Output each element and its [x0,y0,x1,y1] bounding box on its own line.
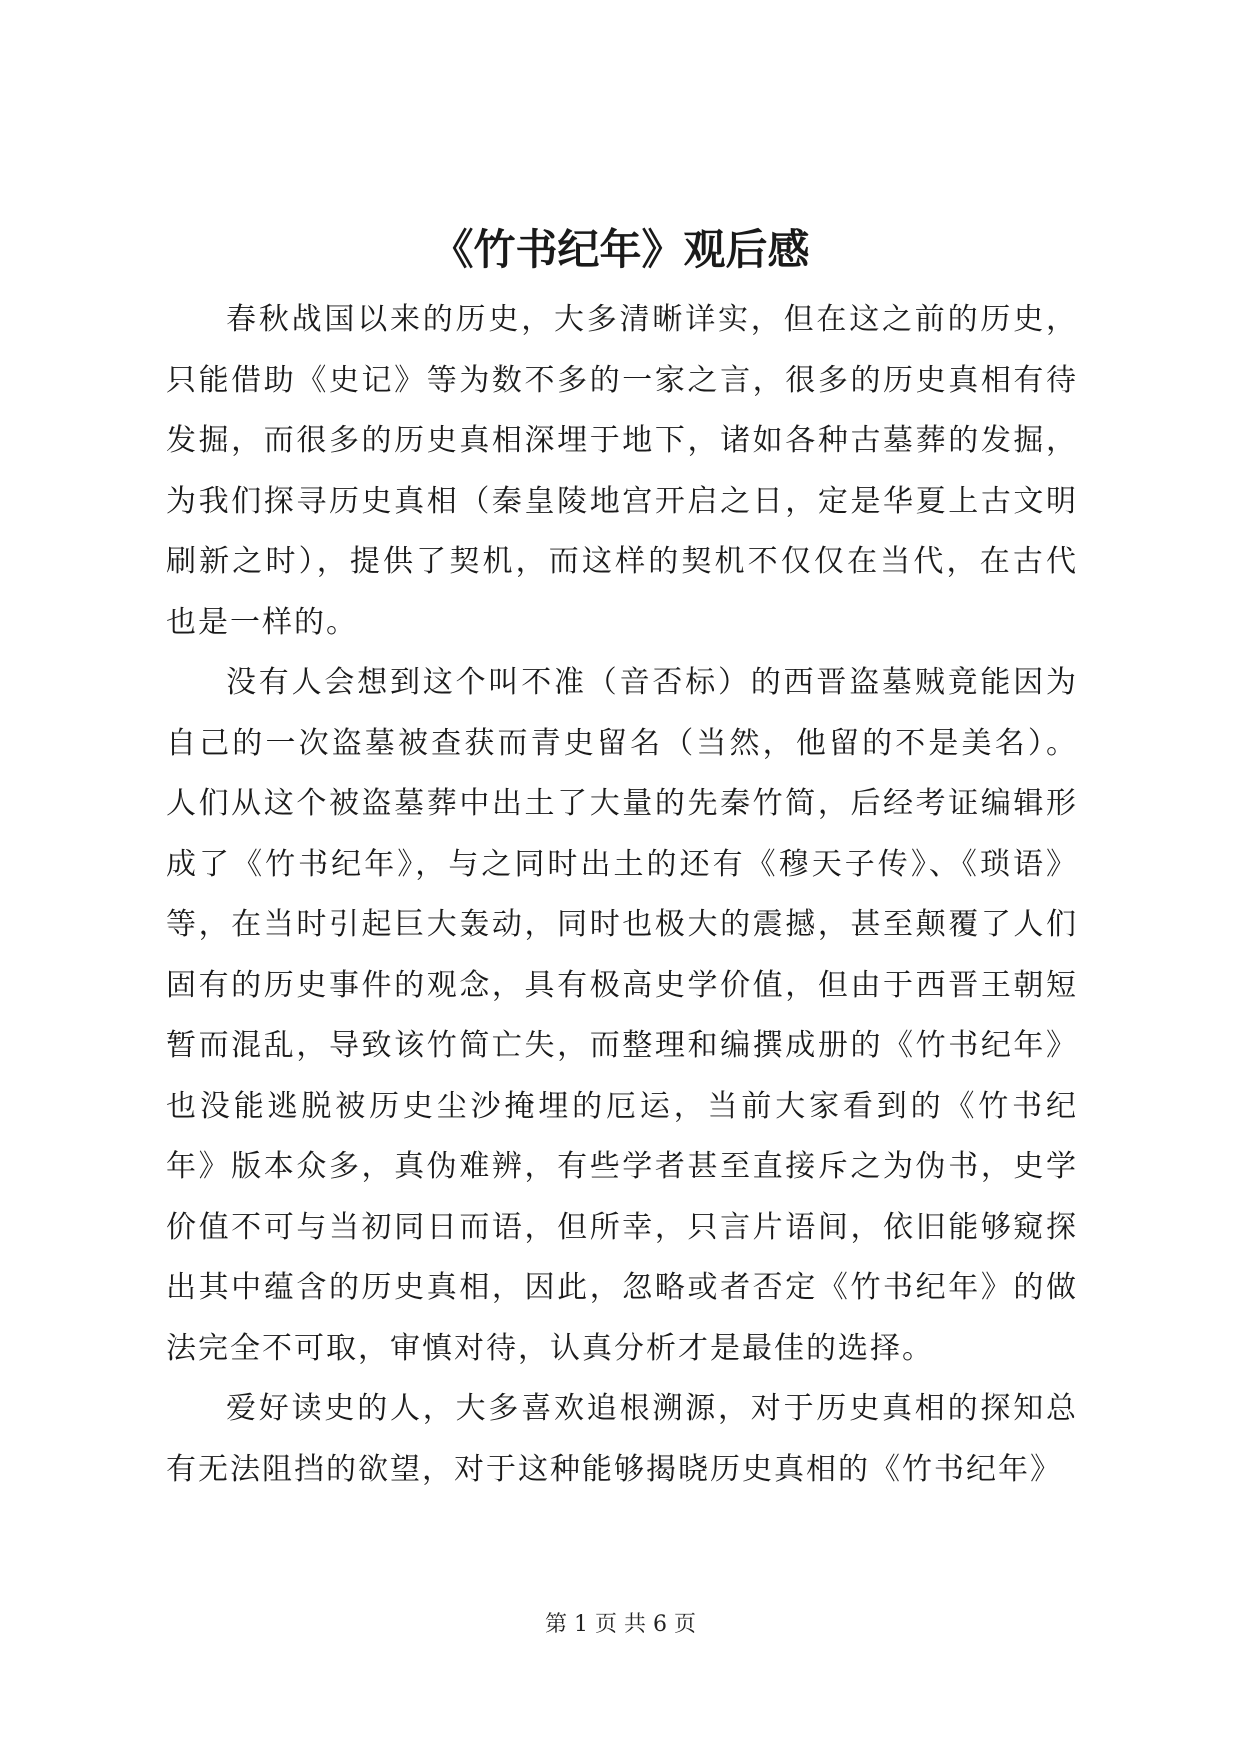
page-number-footer: 第 1 页 共 6 页 [545,1612,696,1637]
document-body [166,290,1078,1500]
paragraph-3: 爱好读史的人，大多喜欢追根溯源，对于历史真相的探知总有无法阻挡的欲望，对于这种能够揭晓历史真相的《竹书纪年》 [166,1391,1078,1487]
document-title: 《竹书纪年》观后感 [431,225,810,274]
paragraph-1: 春秋战国以来的历史，大多清晰详实，但在这之前的历史，只能借助《史记》等为数不多的一家之言，很多的历史真相有待发掘，而很多的历史真相深埋于地下，诸如各种古墓葬的发掘，为我们探寻历史真相（秦皇陵地宫开启之日，定是华夏上古文明刷新之时），提供了契机，而这样的契机不仅仅在当代，在古代也是一样的。 [166,302,1078,640]
paragraph-2: 没有人会想到这个叫不准（音否标）的西晋盗墓贼竟能因为自己的一次盗墓被查获而青史留名（当然，他留的不是美名）。人们从这个被盗墓葬中出土了大量的先秦竹简，后经考证编辑形成了《竹书纪年》，与之同时出土的还有《穆天子传》、《琐语》等，在当时引起巨大轰动，同时也极大的震撼，甚至颠覆了人们固有的历史事件的观念，具有极高史学价值，但由于西晋王朝短暂而混乱，导致该竹简亡失，而整理和编撰成册的《竹书纪年》也没能逃脱被历史尘沙掩埋的厄运，当前大家看到的《竹书纪年》版本众多，真伪难辨，有些学者甚至直接斥之为伪书，史学价值不可与当初同日而语，但所幸，只言片语间，依旧能够窥探出其中蕴含的历史真相，因此，忽略或者否定《竹书纪年》的做法完全不可取，审慎对待，认真分析才是最佳的选择。 [166,665,1078,1366]
